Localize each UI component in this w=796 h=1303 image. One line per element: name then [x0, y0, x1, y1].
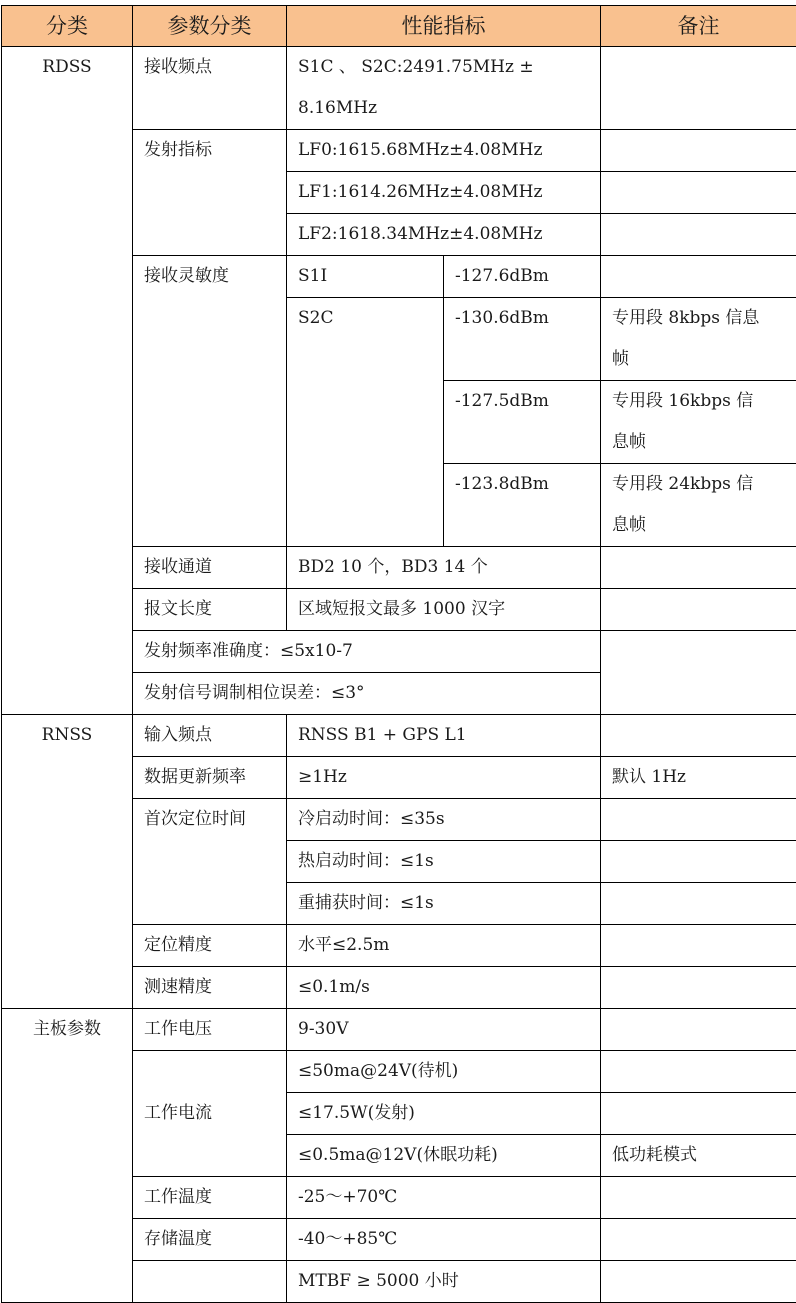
param-op-temp: 工作温度: [133, 1177, 287, 1219]
param-input-freq: 输入频点: [133, 715, 287, 757]
note-empty: [601, 547, 796, 589]
param-tx-index: 发射指标: [133, 130, 287, 256]
value-pos-accuracy: 水平≤2.5m: [287, 925, 601, 967]
value-hot-start: 热启动时间：≤1s: [287, 841, 601, 883]
note-empty: [601, 715, 796, 757]
param-vel-accuracy: 测速精度: [133, 967, 287, 1009]
param-sensitivity: 接收灵敏度: [133, 256, 287, 547]
param-pos-accuracy: 定位精度: [133, 925, 287, 967]
note-empty: [601, 631, 796, 715]
note-empty: [601, 967, 796, 1009]
value-msg-len: 区域短报文最多 1000 汉字: [287, 589, 601, 631]
note-empty: [601, 256, 796, 298]
value-lf1: LF1:1614.26MHz±4.08MHz: [287, 172, 601, 214]
note-empty: [601, 1051, 796, 1093]
note-sleep-mode: 低功耗模式: [601, 1135, 796, 1177]
spec-table: [1, 5, 796, 1303]
param-ttff: 首次定位时间: [133, 799, 287, 925]
category-rnss: RNSS: [2, 715, 133, 1009]
note-empty: [601, 214, 796, 256]
header-performance: 性能指标: [287, 6, 601, 47]
note-empty: [601, 589, 796, 631]
value-lf2: LF2:1618.34MHz±4.08MHz: [287, 214, 601, 256]
param-recv-freq: 接收频点: [133, 47, 287, 130]
value-standby-current: ≤50ma@24V(待机): [287, 1051, 601, 1093]
value-cold-start: 冷启动时间：≤35s: [287, 799, 601, 841]
table-row: [2, 47, 796, 130]
value-sleep-current: ≤0.5ma@12V(休眠功耗): [287, 1135, 601, 1177]
category-rdss: RDSS: [2, 47, 133, 715]
category-board: 主板参数: [2, 1009, 133, 1303]
value-s2c-16kbps: -127.5dBm: [444, 381, 601, 464]
value-input-freq: RNSS B1 + GPS L1: [287, 715, 601, 757]
note-empty: [601, 1093, 796, 1135]
param-msg-len: 报文长度: [133, 589, 287, 631]
value-reacquisition: 重捕获时间：≤1s: [287, 883, 601, 925]
param-current: 工作电流: [133, 1051, 287, 1177]
table-row: [2, 1009, 796, 1051]
value-storage-temp: -40～+85℃: [287, 1219, 601, 1261]
note-s2c-24kbps: 专用段 24kbps 信 息帧: [601, 464, 796, 547]
param-storage-temp: 存储温度: [133, 1219, 287, 1261]
value-s2c-24kbps: -123.8dBm: [444, 464, 601, 547]
value-phase-error: 发射信号调制相位误差：≤3°: [133, 673, 601, 715]
note-empty: [601, 130, 796, 172]
note-update-rate: 默认 1Hz: [601, 757, 796, 799]
value-mtbf: MTBF ≥ 5000 小时: [287, 1261, 601, 1303]
value-freq-accuracy: 发射频率准确度：≤5x10-7: [133, 631, 601, 673]
note-empty: [601, 172, 796, 214]
note-empty: [601, 1219, 796, 1261]
note-empty: [601, 883, 796, 925]
note-empty: [601, 47, 796, 130]
value-voltage: 9-30V: [287, 1009, 601, 1051]
table-row: [2, 715, 796, 757]
header-param-category: 参数分类: [133, 6, 287, 47]
note-empty: [601, 1009, 796, 1051]
param-voltage: 工作电压: [133, 1009, 287, 1051]
note-empty: [601, 1261, 796, 1303]
value-recv-freq: S1C 、 S2C:2491.75MHz ± 8.16MHz: [287, 47, 601, 130]
value-update-rate: ≥1Hz: [287, 757, 601, 799]
param-empty: [133, 1261, 287, 1303]
note-s2c-16kbps: 专用段 16kbps 信 息帧: [601, 381, 796, 464]
note-empty: [601, 1177, 796, 1219]
signal-s1i: S1I: [287, 256, 444, 298]
note-empty: [601, 925, 796, 967]
header-category: 分类: [2, 6, 133, 47]
value-channels: BD2 10 个，BD3 14 个: [287, 547, 601, 589]
signal-s2c: S2C: [287, 298, 444, 547]
param-update-rate: 数据更新频率: [133, 757, 287, 799]
value-tx-power: ≤17.5W(发射): [287, 1093, 601, 1135]
note-s2c-8kbps: 专用段 8kbps 信息 帧: [601, 298, 796, 381]
param-channels: 接收通道: [133, 547, 287, 589]
note-empty: [601, 799, 796, 841]
header-row: [2, 6, 796, 47]
value-op-temp: -25～+70℃: [287, 1177, 601, 1219]
value-vel-accuracy: ≤0.1m/s: [287, 967, 601, 1009]
value-s2c-8kbps: -130.6dBm: [444, 298, 601, 381]
value-s1i: -127.6dBm: [444, 256, 601, 298]
header-notes: 备注: [601, 6, 796, 47]
value-lf0: LF0:1615.68MHz±4.08MHz: [287, 130, 601, 172]
note-empty: [601, 841, 796, 883]
